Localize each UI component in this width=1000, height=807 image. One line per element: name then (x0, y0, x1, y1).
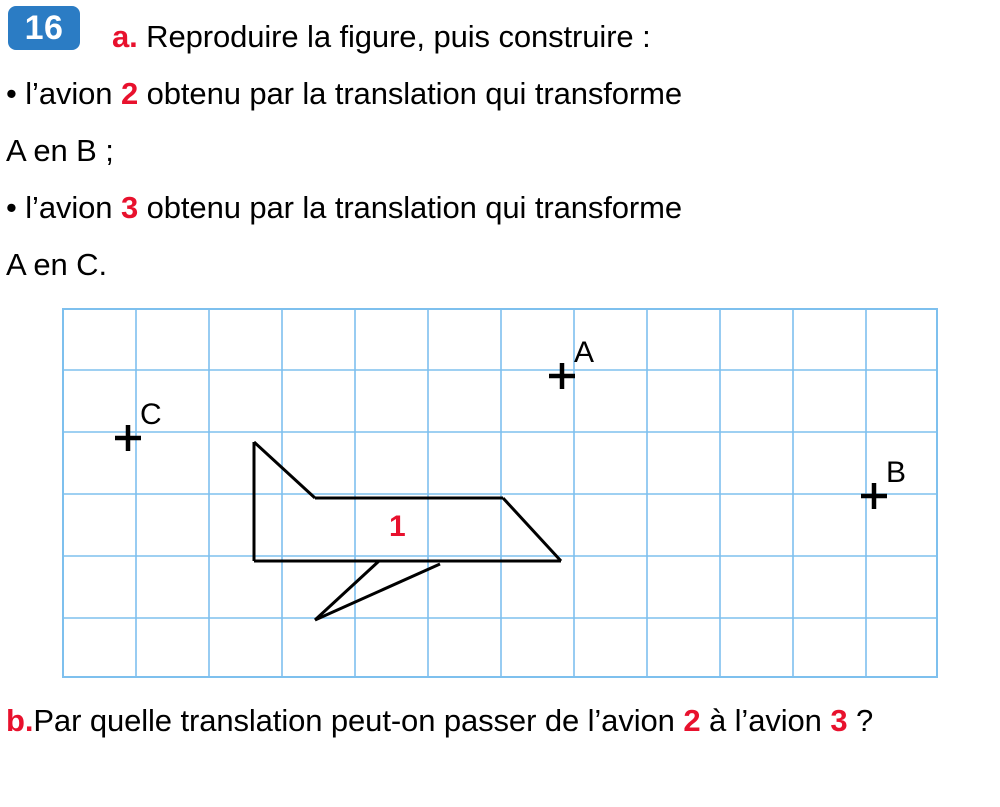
point-c-label: C (140, 398, 162, 431)
part-b-text-mid: à l’avion (700, 703, 831, 738)
exercise-statement (6, 8, 1000, 293)
point-a-label: A (574, 336, 595, 369)
statement-line-1-text: Reproduire la figure, puis construire : (146, 19, 651, 54)
figure-grid (62, 308, 938, 678)
part-b-plane-ref-3: 3 (830, 703, 848, 738)
bullet-1-pre: • l’avion (6, 76, 121, 111)
bullet-2-pre: • l’avion (6, 190, 121, 225)
point-b-marker (861, 483, 887, 509)
part-b-question (6, 694, 1000, 748)
part-b-text-pre: Par quelle translation peut-on passer de l’avion (33, 703, 684, 738)
grid-horizontal-lines (63, 370, 937, 618)
part-b-label: b. (6, 703, 34, 738)
bullet-2-post: obtenu par la translation qui transforme (138, 190, 683, 225)
part-a-label: a. (112, 19, 138, 54)
point-b-label: B (886, 456, 907, 489)
plane-1-shape (254, 442, 561, 620)
exercise-number: 16 (24, 8, 64, 47)
bullet-1-post: obtenu par la translation qui transforme (138, 76, 683, 111)
statement-bullet-1 (6, 65, 1000, 122)
grid-border (63, 309, 937, 677)
statement-bullet-1-cont: A en B ; (6, 133, 114, 168)
part-b-plane-ref-2: 2 (683, 703, 701, 738)
plane-1-label: 1 (389, 510, 406, 543)
statement-bullet-2 (6, 179, 1000, 236)
point-c-marker (115, 425, 141, 451)
statement-bullet-2-cont: A en C. (6, 247, 107, 282)
plane-ref-3: 3 (120, 190, 139, 225)
grid-vertical-lines (136, 309, 866, 677)
statement-line-1 (6, 8, 1000, 65)
point-a-marker (549, 363, 575, 389)
part-b-text-post: ? (847, 703, 874, 738)
plane-ref-2: 2 (120, 76, 139, 111)
